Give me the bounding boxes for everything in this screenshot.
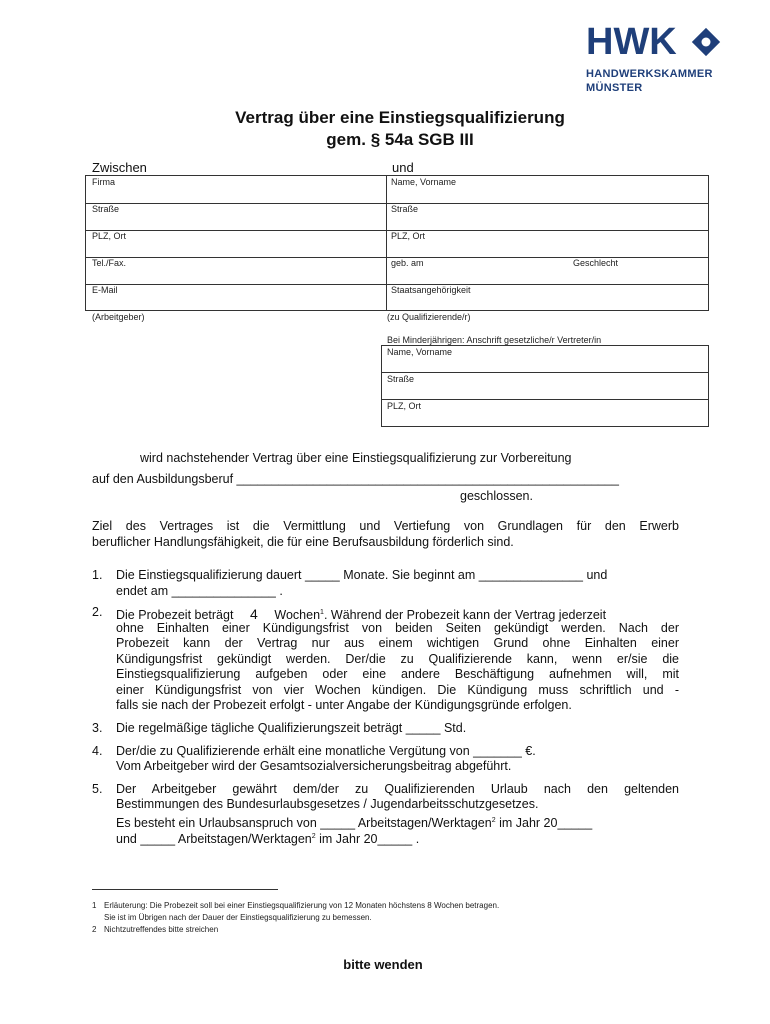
footnote-1-line-1: Erläuterung: Die Probezeit soll bei einer Einstiegsqualifizierung von 12 Monaten höchstens 8 Wochen betragen.	[104, 901, 500, 910]
clause-3-number: 3.	[92, 721, 103, 735]
field-guardian-street[interactable]: Straße	[387, 374, 415, 384]
field-trainee-birthdate[interactable]: geb. am	[391, 258, 424, 268]
guardian-heading: Bei Minderjährigen: Anschrift gesetzliche/r Vertreter/in	[387, 335, 602, 345]
probation-text-a: Die Probezeit beträgt	[116, 608, 234, 623]
probation-text-c: . Während der Probezeit kann der Vertrag jederzeit	[323, 608, 607, 623]
parties-table	[85, 175, 709, 311]
field-employer-zip-city[interactable]: PLZ, Ort	[92, 231, 127, 241]
clause-2-line-7: falls sie nach der Probezeit erfolgt - unter Angabe der Kündigungsgründe erfolgen.	[116, 698, 572, 712]
clause-4-number: 4.	[92, 744, 103, 758]
guardian-table	[381, 345, 709, 427]
hwk-logo	[586, 22, 722, 62]
clause-5-line-1: Der Arbeitgeber gewährt dem/der zu Qualifizierenden Urlaub nach den geltenden	[116, 782, 679, 796]
goal-line-1: Ziel des Vertrages ist die Vermittlung und Vertiefung von Grundlagen für den Erwerb	[92, 519, 679, 533]
clause-5-number: 5.	[92, 782, 103, 796]
footnote-2-mark: 2	[92, 925, 97, 934]
field-trainee-gender[interactable]: Geschlecht	[573, 258, 619, 268]
goal-line-2: beruflicher Handlungsfähigkeit, die für eine Berufsausbildung förderlich sind.	[92, 535, 514, 549]
vacation-text-a: Es besteht ein Urlaubsanspruch von _____ Arbeitstagen/Werktagen	[116, 816, 492, 831]
caption-employer: (Arbeitgeber)	[92, 312, 145, 322]
field-trainee-street[interactable]: Straße	[391, 204, 419, 214]
probation-weeks-value[interactable]: 4	[250, 606, 258, 623]
clause-5-line-4	[116, 829, 419, 848]
title-line-2: gem. § 54a SGB III	[326, 130, 474, 149]
intro-line-2: auf den Ausbildungsberuf _______________________________________________________	[92, 472, 619, 486]
vacation-text-d: im Jahr 20_____ .	[315, 832, 420, 847]
logo-line-1: HANDWERKSKAMMER	[586, 68, 713, 80]
clause-2-line-3: Probezeit kann der Vertrag nur aus einem wichtigen Grund ohne Einhalten einer	[116, 636, 679, 650]
intro-line-1: wird nachstehender Vertrag über eine Einstiegsqualifizierung zur Vorbereitung	[140, 451, 572, 465]
caption-trainee: (zu Qualifizierende/r)	[387, 312, 471, 322]
clause-2-line-2: ohne Einhalten einer Kündigungsfrist von beiden Seiten gekündigt werden. Nach der	[116, 621, 679, 635]
field-employer-street[interactable]: Straße	[92, 204, 120, 214]
footnote-ref-1: 1	[320, 609, 324, 616]
field-guardian-zip-city[interactable]: PLZ, Ort	[387, 401, 422, 411]
clause-1-number: 1.	[92, 568, 103, 582]
footer-please-turn: bitte wenden	[343, 957, 423, 972]
footnote-ref-2: 2	[491, 817, 496, 824]
field-guardian-name[interactable]: Name, Vorname	[387, 347, 453, 357]
hwk-emblem-icon	[692, 28, 720, 56]
parties-right-heading: und	[392, 160, 414, 175]
row-separator	[382, 372, 708, 373]
field-employer-email[interactable]: E-Mail	[92, 285, 118, 295]
footnote-ref-2b: 2	[311, 833, 316, 840]
footnote-1-mark: 1	[92, 901, 97, 910]
clause-2-line-4: Kündigungsfrist gekündigt werden. Der/die zu Qualifizierende kann, wenn er/sie die	[116, 652, 679, 666]
field-employer-phone-fax[interactable]: Tel./Fax.	[92, 258, 127, 268]
field-trainee-nationality[interactable]: Staatsangehörigkeit	[391, 285, 471, 295]
clause-1-line-1: Die Einstiegsqualifizierung dauert _____ Monate. Sie beginnt am _______________ und	[116, 568, 608, 582]
clause-4-line-1: Der/die zu Qualifizierende erhält eine monatliche Vergütung von _______ €.	[116, 744, 536, 758]
field-trainee-zip-city[interactable]: PLZ, Ort	[391, 231, 426, 241]
parties-divider	[386, 176, 387, 310]
clause-2-number: 2.	[92, 605, 103, 619]
clause-1-line-2: endet am _______________ .	[116, 584, 283, 598]
logo-line-2: MÜNSTER	[586, 82, 643, 94]
footnote-1-line-2: Sie ist im Übrigen nach der Dauer der Einstiegsqualifizierung zu bemessen.	[104, 913, 372, 922]
clause-4-line-2: Vom Arbeitgeber wird der Gesamtsozialversicherungsbeitrag abgeführt.	[116, 759, 512, 773]
parties-left-heading: Zwischen	[92, 160, 147, 175]
probation-text-b: Wochen	[274, 608, 321, 623]
footnote-2-line-1: Nichtzutreffendes bitte streichen	[104, 925, 219, 934]
hwk-wordmark: HWK	[586, 22, 677, 62]
title-line-1: Vertrag über eine Einstiegsqualifizierung	[235, 108, 565, 127]
field-trainee-name[interactable]: Name, Vorname	[391, 177, 457, 187]
row-separator	[382, 399, 708, 400]
clause-2-line-6: einer Kündigungsfrist von vier Wochen kündigen. Die Kündigung muss schriftlich und -	[116, 683, 679, 697]
vacation-text-b: im Jahr 20_____	[495, 816, 593, 831]
clause-3-line-1: Die regelmäßige tägliche Qualifizierungszeit beträgt _____ Std.	[116, 721, 467, 735]
intro-line-3: geschlossen.	[460, 489, 533, 503]
footnote-rule	[92, 889, 278, 890]
clause-2-line-5: Einstiegsqualifizierung aufgeben oder eine andere Beschäftigung aufnehmen will, mit	[116, 667, 679, 681]
clause-5-line-2: Bestimmungen des Bundesurlaubsgesetzes / Jugendarbeitsschutzgesetzes.	[116, 797, 539, 811]
vacation-text-c: und _____ Arbeitstagen/Werktagen	[116, 832, 312, 847]
field-firma[interactable]: Firma	[92, 177, 115, 187]
